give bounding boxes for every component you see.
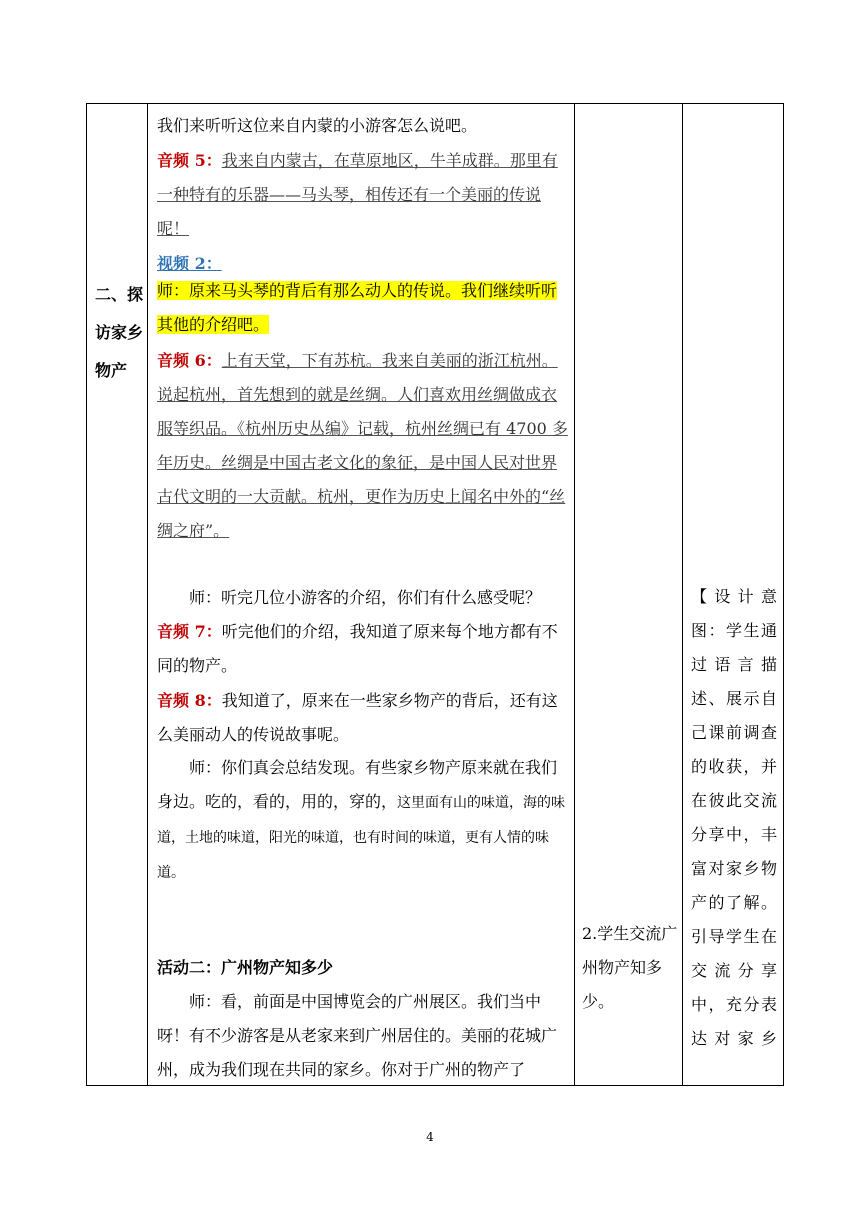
audio5-text: 我来自内蒙古，在草原地区，牛羊成群。那里有一种特有的乐器——马头琴，相传还有一个美丽的传说呢！ <box>157 151 558 238</box>
teacher-summary-text: 师：你们真会总结发现。有些家乡物产原来就在我们身边。吃的，看的，用的，穿的， <box>157 758 558 811</box>
section-title: 二、探访家乡物产 <box>95 285 144 380</box>
audio8-label[interactable]: 音频 8： <box>157 691 222 710</box>
intro-text: 我们来听听这位来自内蒙的小游客怎么说吧。 <box>157 116 478 135</box>
student-activity-cell <box>575 104 682 1085</box>
audio7-label[interactable]: 音频 7： <box>157 622 222 641</box>
design-intent-text: 【设计意图：学生通过语言描述、展示自己课前调查的收获，并在彼此交流分享中，丰富对家乡物产的了解。引导学生在交流分享中，充分表达对家乡 <box>691 587 777 1048</box>
audio7-text: 听完他们的介绍，我知道了原来每个地方都有不同的物产。 <box>157 622 558 675</box>
section-cell <box>87 104 147 1085</box>
teacher-feel-text: 师：听完几位小游客的介绍，你们有什么感受呢？ <box>189 588 542 607</box>
audio6-label[interactable]: 音频 6： <box>157 351 222 370</box>
teacher-horse-paragraph <box>157 274 569 342</box>
teacher-guangzhou-text: 师：看，前面是中国博览会的广州展区。我们当中呀！有不少游客是从老家来到广州居住的。美丽的花城广州，成为我们现在共同的家乡。你对于广州的物产了 <box>157 992 558 1079</box>
teacher-summary-paragraph <box>157 751 569 890</box>
audio5-paragraph <box>157 144 569 246</box>
page-number: 4 <box>426 1130 434 1144</box>
audio6-text: 上有天堂，下有苏杭。我来自美丽的浙江杭州。说起杭州，首先想到的就是丝绸。人们喜欢用丝绸做成衣服等织品。《杭州历史丛编》记载，杭州丝绸已有 4700 多年历史。丝绸是中国古老文化的象征，是中国人民对世界古代文明的一大贡献。杭州，更作为历史上闻名中外的“丝绸之府”。 <box>157 351 568 540</box>
audio7-paragraph <box>157 615 569 683</box>
design-intent-cell <box>683 104 784 1085</box>
teacher-summary-small-text: 这里面有山的味道，海的味道，土地的味道，阳光的味道，也有时间的味道，更有人情的味道。 <box>157 795 566 881</box>
teacher-activity-cell <box>148 104 574 1085</box>
video2-label[interactable]: 视频 2： <box>157 254 222 273</box>
audio5-label[interactable]: 音频 5： <box>157 151 222 170</box>
lesson-table <box>86 103 784 1086</box>
audio6-paragraph <box>157 344 569 548</box>
activity2-title: 活动二：广州物产知多少 <box>157 958 334 977</box>
audio8-text: 我知道了，原来在一些家乡物产的背后，还有这么美丽动人的传说故事呢。 <box>157 691 558 744</box>
audio8-paragraph <box>157 684 569 752</box>
student-activity-text: 2.学生交流广州物产知多少。 <box>582 924 678 1011</box>
teacher-horse-text: 师：原来马头琴的背后有那么动人的传说。我们继续听听其他的介绍吧。 <box>157 281 558 334</box>
